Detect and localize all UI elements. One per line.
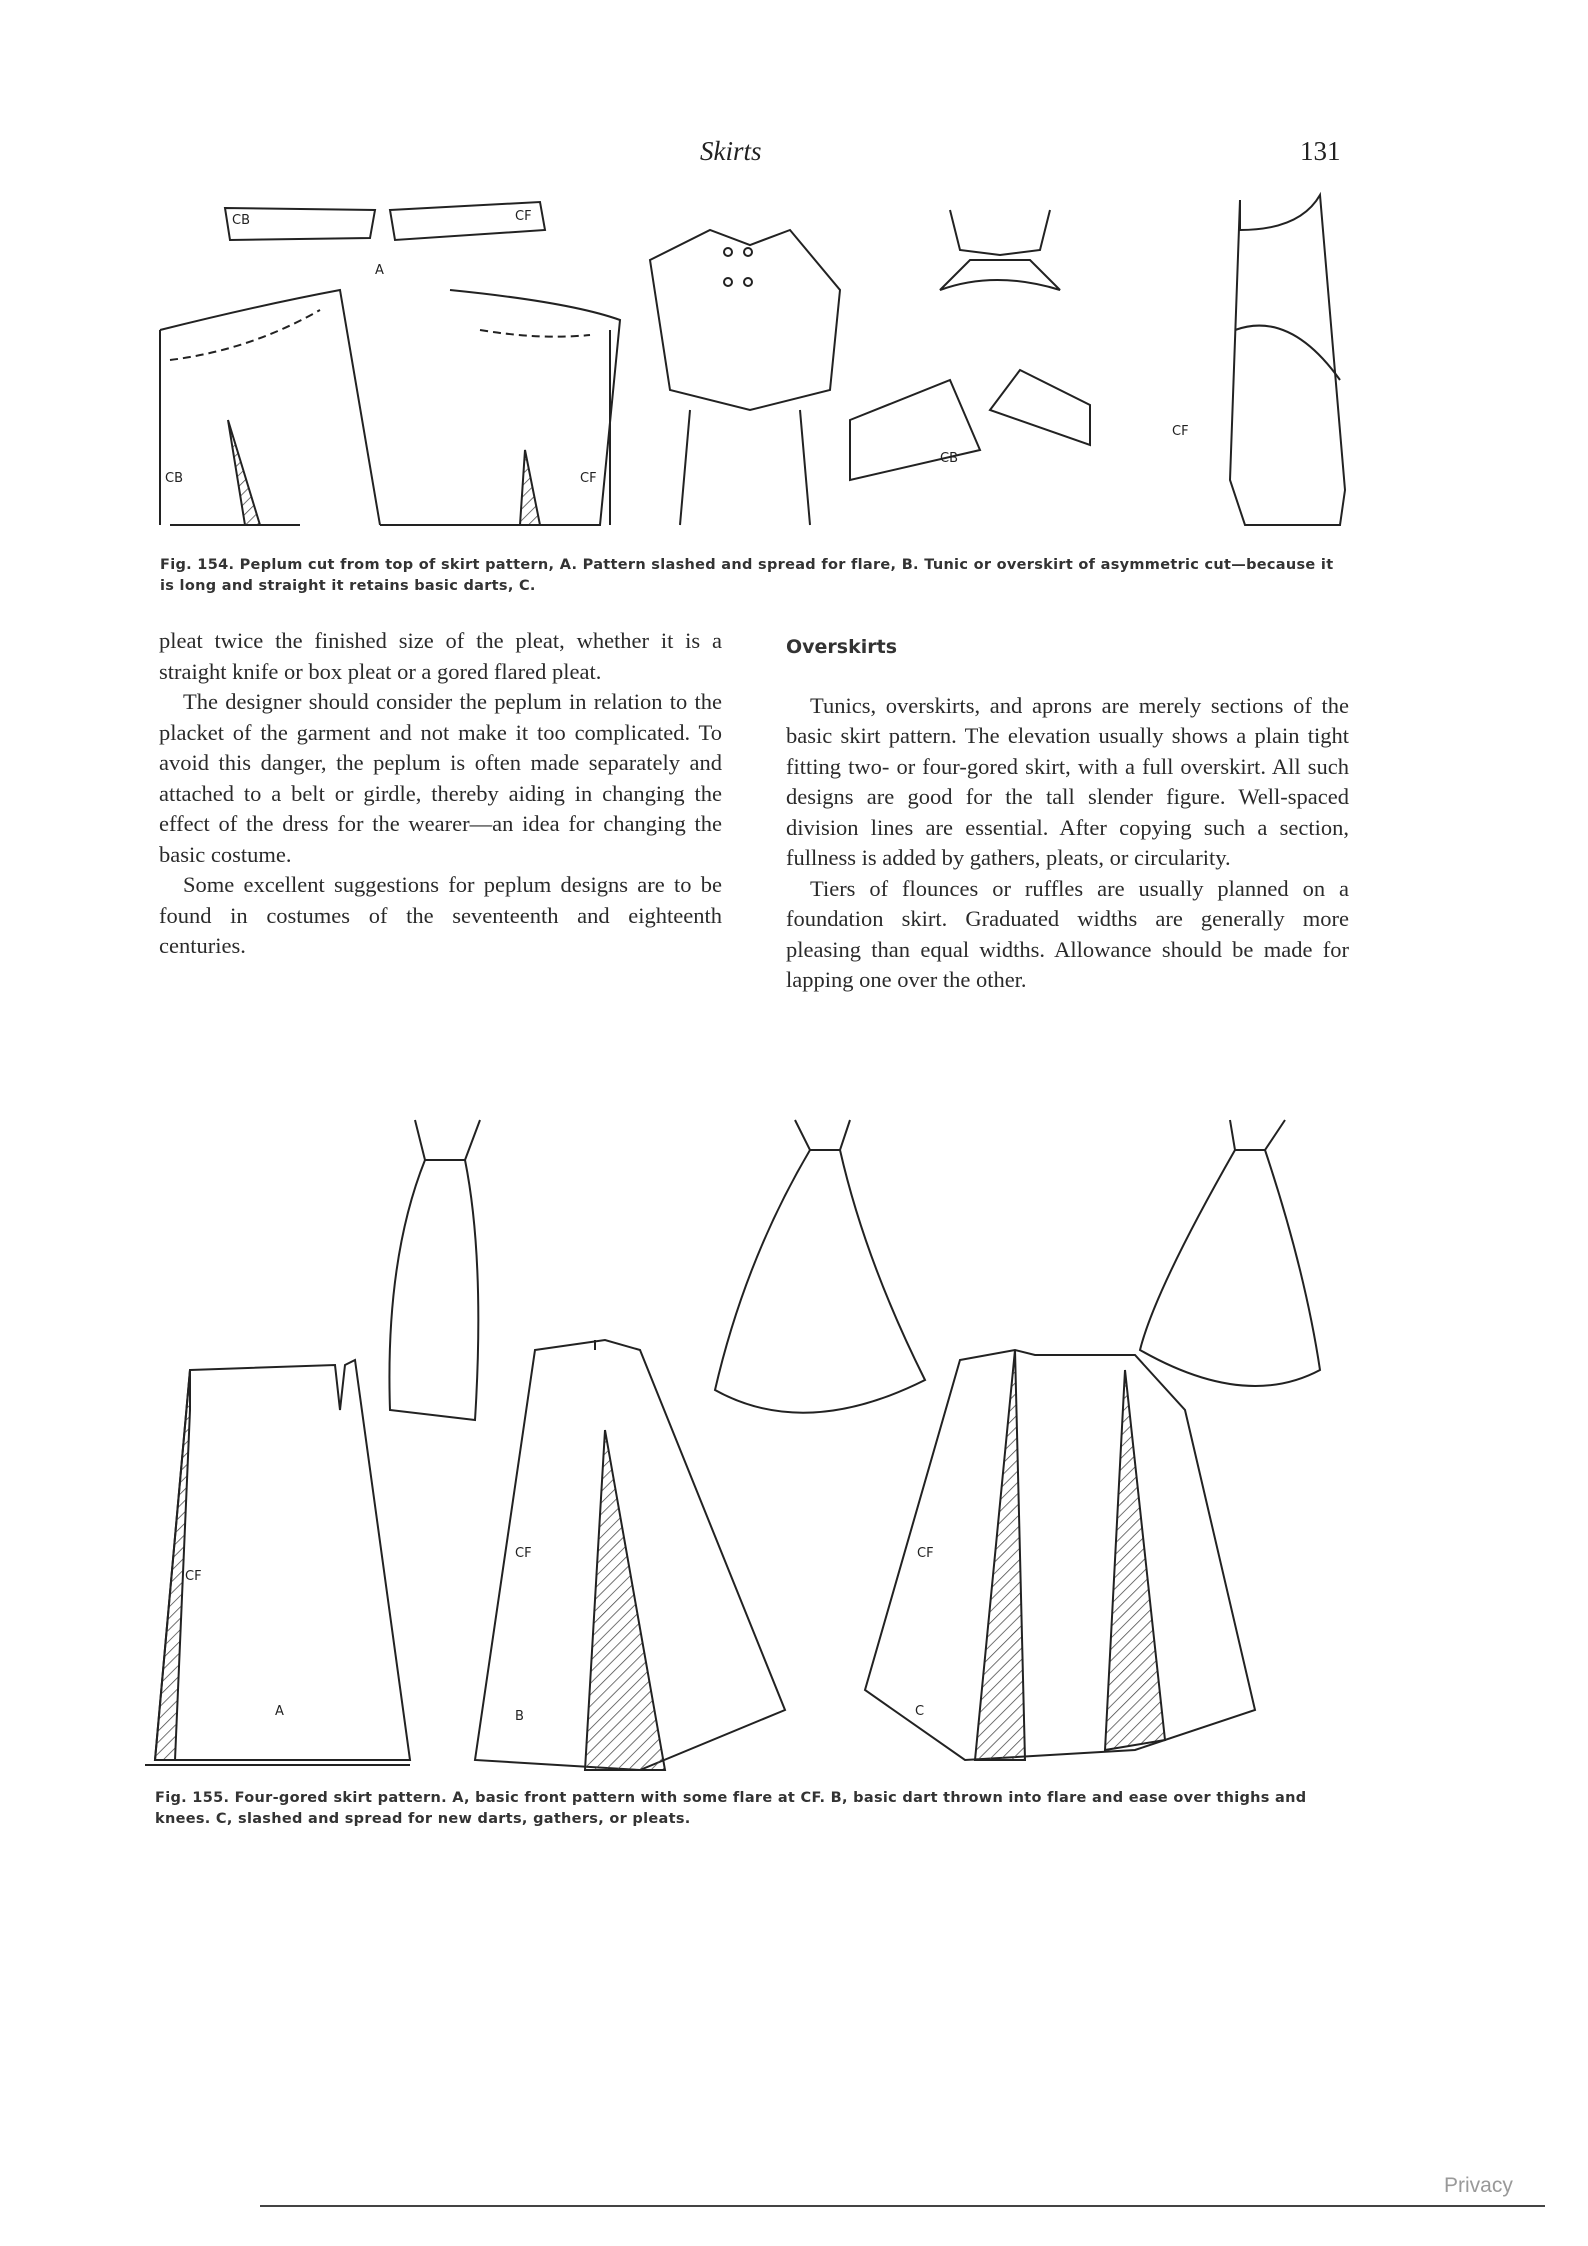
svg-text:A: A — [375, 263, 384, 278]
paragraph: pleat twice the finished size of the pleat, whether it is a straight knife or box pleat or a gored flared pleat. — [159, 628, 722, 684]
figure-155-illustration — [145, 1110, 1375, 1775]
right-column — [786, 632, 1349, 996]
svg-text:CF: CF — [1172, 424, 1189, 439]
svg-text:C: C — [915, 1704, 925, 1719]
svg-text:B: B — [515, 1709, 524, 1724]
figure-154-caption: Fig. 154. Peplum cut from top of skirt pattern, A. Pattern slashed and spread for flare, B. Tunic or overskirt of asymmetric cut—because it is long and straight it retains basic darts, C. — [160, 557, 1334, 594]
svg-text:CB: CB — [232, 213, 250, 228]
paragraph: Tiers of flounces or ruffles are usually planned on a foundation skirt. Graduated widths are generally more pleasing than equal widths. Allowance should be made for lapping one over the other. — [786, 875, 1349, 992]
running-head: Skirts — [700, 136, 762, 166]
svg-text:CB: CB — [940, 451, 958, 466]
page-number: 131 — [1300, 136, 1341, 166]
paragraph: Tunics, overskirts, and aprons are merely sections of the basic skirt pattern. The elevation usually shows a plain tight fitting two- or four-gored skirt, with a full overskirt. All such designs are good for the tall slender figure. Well-spaced division lines are essential. After copying such a section, fullness is added by gathers, pleats, or circularity. — [786, 692, 1349, 870]
svg-text:CF: CF — [917, 1546, 934, 1561]
footer-rule — [260, 2205, 1545, 2207]
svg-text:CB: CB — [165, 471, 183, 486]
privacy-link[interactable]: Privacy — [1444, 2174, 1513, 2197]
svg-text:CF: CF — [580, 471, 597, 486]
svg-text:A: A — [275, 1704, 284, 1719]
paragraph: The designer should consider the peplum in relation to the placket of the garment and not make it too complicated. To avoid this danger, the peplum is often made separately and attached to a belt or girdle, thereby aiding in changing the effect of the dress for the wearer—an idea for changing the basic costume. — [159, 689, 722, 867]
figure-154-illustration — [150, 190, 1360, 535]
paragraph: Some excellent suggestions for peplum designs are to be found in costumes of the seventeenth and eighteenth centuries. — [159, 872, 722, 958]
left-column — [159, 626, 722, 962]
svg-text:CF: CF — [515, 1546, 532, 1561]
svg-text:CF: CF — [515, 209, 532, 224]
section-heading: Overskirts — [786, 636, 898, 658]
svg-text:CF: CF — [185, 1569, 202, 1584]
figure-155-caption: Fig. 155. Four-gored skirt pattern. A, basic front pattern with some flare at CF. B, basic dart thrown into flare and ease over thighs and knees. C, slashed and spread for new darts, gathers, or pleats. — [155, 1790, 1307, 1827]
